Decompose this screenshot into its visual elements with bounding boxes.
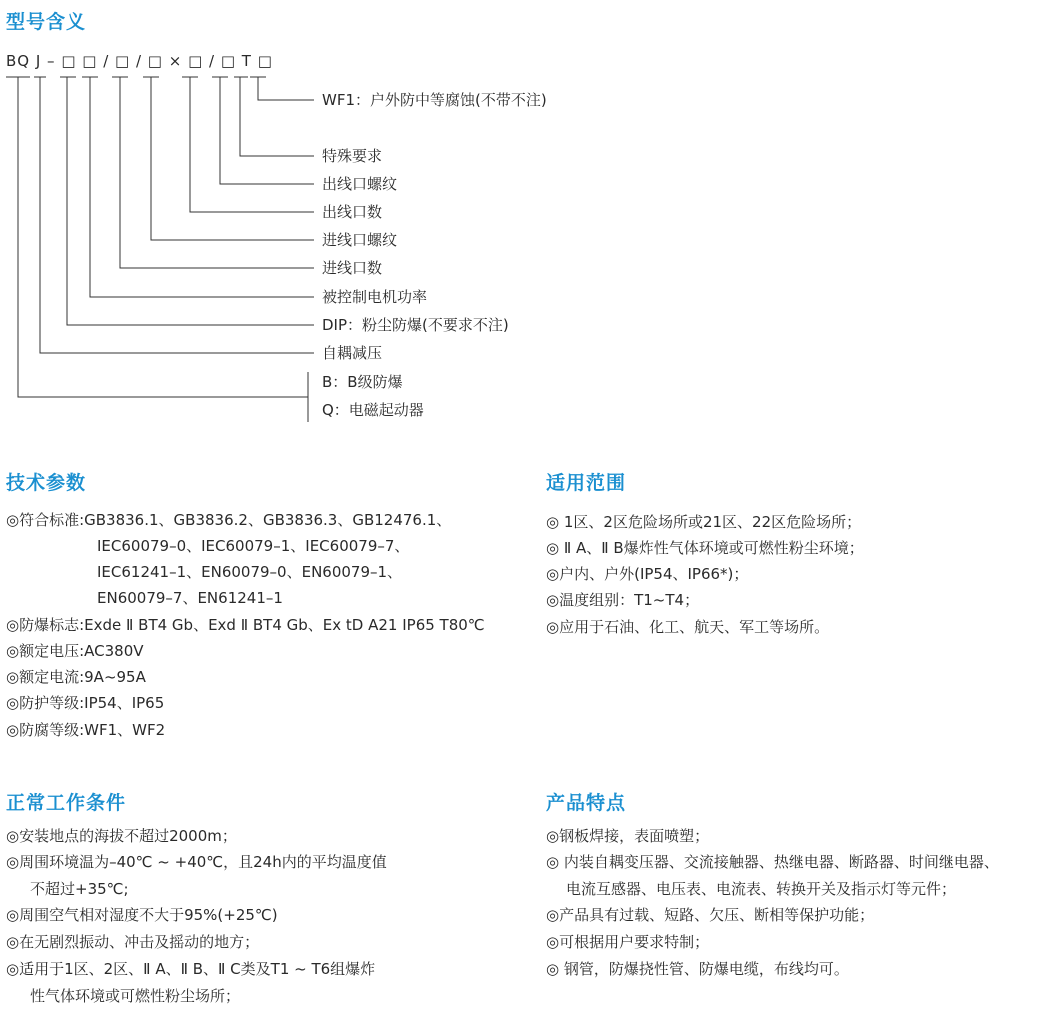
model-label-outlet-count: 出线口数 — [322, 203, 383, 221]
conditions-line: ◎周围空气相对湿度不大于95%(+25℃) — [6, 906, 278, 924]
conditions-line: 不超过+35℃; — [30, 880, 129, 898]
section-title-features: 产品特点 — [546, 792, 627, 814]
section-title-model: 型号含义 — [6, 11, 87, 33]
scope-line: ◎ 1区、2区危险场所或21区、22区危险场所； — [546, 513, 862, 531]
model-label-wf1: WF1：户外防中等腐蚀(不带不注) — [322, 91, 547, 109]
tech-line: ◎防腐等级:WF1、WF2 — [6, 721, 166, 739]
features-line: ◎产品具有过载、短路、欠压、断相等保护功能； — [546, 906, 875, 924]
conditions-line: ◎在无剧烈振动、冲击及摇动的地方； — [6, 933, 260, 951]
model-diagram — [0, 0, 330, 430]
tech-line: IEC61241–1、EN60079–0、EN60079–1、 — [97, 563, 403, 581]
features-line: ◎ 钢管，防爆挠性管、防爆电缆，布线均可。 — [546, 960, 849, 978]
conditions-line: 性气体环境或可燃性粉尘场所； — [30, 987, 241, 1005]
tech-line: ◎额定电流:9A~95A — [6, 668, 146, 686]
scope-line: ◎ Ⅱ A、Ⅱ B爆炸性气体环境或可燃性粉尘环境； — [546, 539, 864, 557]
model-code: BQ J – □ □ / □ / □ × □ / □ T □ — [6, 52, 273, 70]
tech-line: IEC60079–0、IEC60079–1、IEC60079–7、 — [97, 537, 410, 555]
tech-line: ◎防爆标志:Exde Ⅱ BT4 Gb、Exd Ⅱ BT4 Gb、Ex tD A21 IP65 T80℃ — [6, 616, 485, 634]
scope-line: ◎户内、户外(IP54、IP66*)； — [546, 565, 749, 583]
section-title-scope: 适用范围 — [546, 472, 627, 494]
features-line: ◎钢板焊接，表面喷塑； — [546, 827, 710, 845]
model-label-outlet-thread: 出线口螺纹 — [322, 175, 398, 193]
features-line: ◎ 内装自耦变压器、交流接触器、热继电器、断路器、时间继电器、 — [546, 853, 999, 871]
features-line: 电流互感器、电压表、电流表、转换开关及指示灯等元件； — [566, 880, 957, 898]
conditions-line: ◎安装地点的海拔不超过2000m； — [6, 827, 237, 845]
features-line: ◎可根据用户要求特制； — [546, 933, 710, 951]
model-label-special: 特殊要求 — [322, 147, 383, 165]
model-label-inlet-count: 进线口数 — [322, 259, 383, 277]
model-label-autotransformer: 自耦减压 — [322, 344, 383, 362]
model-label-q: Q：电磁起动器 — [322, 401, 424, 419]
tech-line: ◎额定电压:AC380V — [6, 642, 144, 660]
model-label-dip: DIP：粉尘防爆(不要求不注) — [322, 316, 509, 334]
conditions-line: ◎周围环境温为–40℃ ~ +40℃，且24h内的平均温度值 — [6, 853, 387, 871]
tech-line: ◎符合标准:GB3836.1、GB3836.2、GB3836.3、GB12476.1、 — [6, 511, 452, 529]
section-title-conditions: 正常工作条件 — [6, 792, 127, 814]
model-label-b: B：B级防爆 — [322, 373, 403, 391]
scope-line: ◎应用于石油、化工、航天、军工等场所。 — [546, 618, 830, 636]
model-label-motor-power: 被控制电机功率 — [322, 288, 428, 306]
section-title-tech: 技术参数 — [6, 472, 87, 494]
tech-line: EN60079–7、EN61241–1 — [97, 589, 283, 607]
tech-line: ◎防护等级:IP54、IP65 — [6, 694, 165, 712]
conditions-line: ◎适用于1区、2区、Ⅱ A、Ⅱ B、Ⅱ C类及T1 ~ T6组爆炸 — [6, 960, 376, 978]
model-label-inlet-thread: 进线口螺纹 — [322, 231, 398, 249]
scope-line: ◎温度组别：T1~T4； — [546, 591, 700, 609]
